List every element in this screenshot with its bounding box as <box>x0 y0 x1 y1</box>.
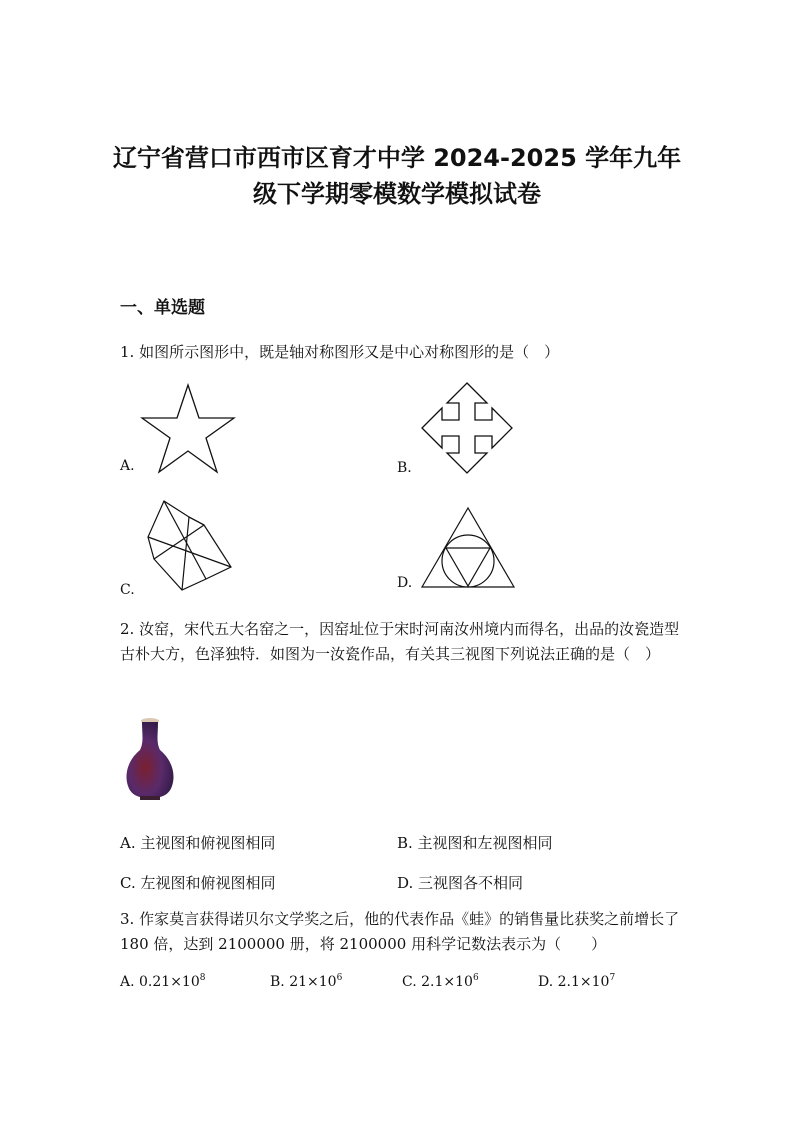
four-way-arrow-icon <box>420 381 514 475</box>
q3-option-c-exp: 6 <box>472 973 479 983</box>
q3-option-d <box>538 973 615 990</box>
star-icon <box>140 383 236 475</box>
q3-option-a-label: A. <box>120 974 135 990</box>
q1-option-d-label: D. <box>397 575 413 591</box>
q3-option-a <box>120 973 205 990</box>
pinwheel-icon <box>144 497 234 593</box>
title-line-2: 级下学期零模数学模拟试卷 <box>253 180 541 208</box>
q3-option-d-base: 2.1×10 <box>557 974 610 990</box>
q2-option-d: D. 三视图各不相同 <box>397 874 524 892</box>
q2-option-c: C. 左视图和俯视图相同 <box>120 874 276 892</box>
q3-option-d-label: D. <box>538 974 554 990</box>
q3-option-b <box>270 973 342 990</box>
question-3-text: 3. 作家莫言获得诺贝尔文学奖之后，他的代表作品《蛙》的销售量比获奖之前增长了 180 倍，达到 2100000 册，将 2100000 用科学记数法表示为（ ） <box>120 910 680 953</box>
q2-option-b: B. 主视图和左视图相同 <box>397 834 553 852</box>
q3-option-c-base: 2.1×10 <box>421 974 473 990</box>
q2-option-a: A. 主视图和俯视图相同 <box>120 834 276 852</box>
section-heading: 一、单选题 <box>120 298 205 318</box>
q3-option-a-base: 0.21×10 <box>139 974 200 990</box>
vase-image <box>122 716 178 802</box>
title-line-1: 辽宁省营口市西市区育才中学 2024-2025 学年九年 <box>112 144 682 172</box>
q1-option-c-label: C. <box>120 582 135 598</box>
page-title <box>0 140 794 212</box>
q3-option-b-label: B. <box>270 974 285 990</box>
q1-option-b-label: B. <box>397 460 412 476</box>
q3-option-a-exp: 8 <box>199 973 206 983</box>
triangle-circle-icon <box>420 506 516 590</box>
q3-option-b-base: 21×10 <box>289 974 337 990</box>
q3-option-c-label: C. <box>402 974 417 990</box>
q1-option-a-label: A. <box>120 458 135 474</box>
question-2-text: 2. 汝窑，宋代五大名窑之一，因窑址位于宋时河南汝州境内而得名，出品的汝瓷造型古朴大方，色泽独特．如图为一汝瓷作品，有关其三视图下列说法正确的是（ ） <box>120 620 680 663</box>
question-1-text: 1. 如图所示图形中，既是轴对称图形又是中心对称图形的是（ ） <box>120 343 560 361</box>
q3-option-b-exp: 6 <box>336 973 343 983</box>
q3-option-d-exp: 7 <box>609 973 616 983</box>
q3-option-c <box>402 973 479 990</box>
